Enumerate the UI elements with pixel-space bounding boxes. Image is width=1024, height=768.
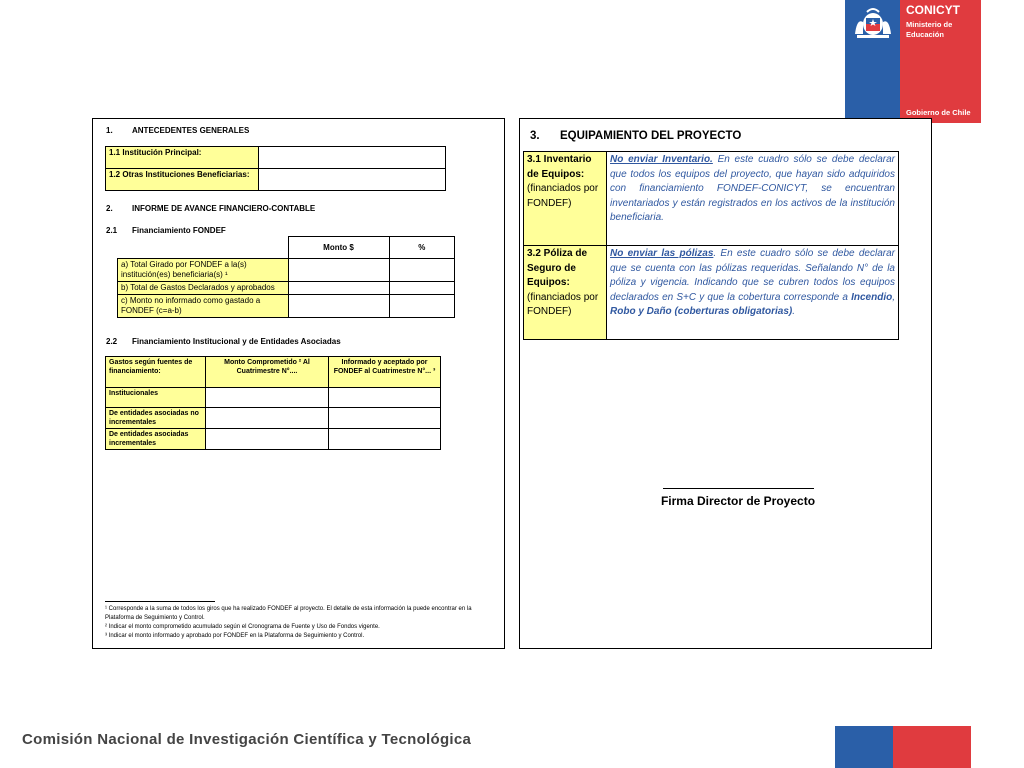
equipment-table: [523, 151, 899, 340]
general-info-table: [105, 146, 446, 191]
t22-row-2-label: De entidades asociadas no incrementales: [106, 408, 206, 429]
footnote-3: ³ Indicar el monto informado y aprobado por FONDEF en la Plataforma de Seguimiento y Control.: [105, 633, 365, 639]
row-a-label: a) Total Girado por FONDEF a la(s) institución(es) beneficiaria(s) ¹: [118, 259, 289, 282]
insurance-text: . En este cuadro sólo se debe declarar que se cuenta con las pólizas requeridas. Señalando N° de la póliza y vigencia. Indicando que se cubren todos los equipos declarados en S+C y que la cobertura corresponde a: [610, 248, 895, 303]
insurance-coverage-fire: Incendio: [851, 291, 893, 303]
sub21-number: 2.1: [106, 226, 118, 235]
footer-red-bar: [893, 726, 971, 768]
sub21-title: Financiamiento FONDEF: [132, 226, 226, 235]
signature-line: [663, 488, 814, 489]
insurance-label: 3.2 Póliza de Seguro de Equipos:: [527, 248, 588, 288]
t22-row-2-comprometido[interactable]: [206, 408, 329, 429]
logo-blue-band: [845, 0, 900, 123]
inventory-label-note: (financiados por FONDEF): [527, 183, 599, 209]
section1-number: 1.: [106, 126, 113, 135]
inventory-lead: No enviar Inventario.: [610, 154, 713, 165]
logo-brand: CONICYT: [906, 3, 960, 17]
insurance-lead: No enviar las pólizas: [610, 248, 714, 259]
chile-crest-icon: [851, 4, 895, 40]
row-b-pct[interactable]: [389, 282, 455, 295]
logo-red-band: [900, 0, 981, 123]
t22-row-2-informado[interactable]: [329, 408, 441, 429]
t22-header-3: Informado y aceptado por FONDEF al Cuatrimestre N°... ³: [329, 357, 441, 388]
t22-row-3-informado[interactable]: [329, 429, 441, 450]
sub22-title: Financiamiento Institucional y de Entidades Asociadas: [132, 337, 341, 346]
insurance-instructions: No enviar las pólizas. En este cuadro sólo se debe declarar que se cuenta con las pólizas requeridas. Señalando N° de la póliza y vigencia. Indicando que se cubren todos los equipos declarados en S+C y que la cobertura corresponde a Incendio, Robo y Daño (coberturas obligatorias).: [607, 246, 899, 340]
row-b-monto[interactable]: [288, 282, 389, 295]
sub22-number: 2.2: [106, 337, 118, 346]
row-c-pct[interactable]: [389, 295, 455, 318]
row-b-label: b) Total de Gastos Declarados y aprobados: [118, 282, 289, 295]
t22-row-3-label: De entidades asociadas incrementales: [106, 429, 206, 450]
inventory-instructions: [607, 152, 899, 246]
row-a-pct[interactable]: [389, 259, 455, 282]
inventory-text: En este cuadro sólo se debe declarar que todos los equipos del proyecto, que hayan sido adquiridos con financiamiento FONDEF-CONICYT, se encuentran inventariados y están registrados en los activos de la institución beneficiaria.: [610, 154, 896, 223]
fondef-funding-table: [117, 236, 455, 318]
footnote-separator: [105, 601, 215, 602]
logo-ministry-line1: Ministerio de: [906, 20, 953, 29]
signature-label: Firma Director de Proyecto: [660, 494, 816, 508]
otras-inst-label: 1.2 Otras Instituciones Beneficiarias:: [106, 169, 259, 191]
t22-row-1-informado[interactable]: [329, 388, 441, 408]
logo-ministry-line2: Educación: [906, 30, 944, 39]
inventory-label: 3.1 Inventario de Equipos:: [527, 154, 592, 180]
footnote-1: ¹ Corresponde a la suma de todos los giros que ha realizado FONDEF al proyecto. El detalle de esta información la puede encontrar en la Plataforma de Seguimiento y Control.: [105, 606, 472, 621]
inst-principal-label: 1.1 Institución Principal:: [106, 147, 259, 169]
section1-title: ANTECEDENTES GENERALES: [132, 126, 250, 135]
section2-number: 2.: [106, 204, 113, 213]
insurance-coverage-theft: Robo y Daño (coberturas obligatorias): [610, 306, 793, 317]
footer-title: Comisión Nacional de Investigación Científica y Tecnológica: [22, 731, 472, 748]
section3-title: EQUIPAMIENTO DEL PROYECTO: [560, 130, 742, 142]
institutional-funding-table: [105, 356, 441, 450]
insurance-label-note: (financiados por FONDEF): [527, 291, 599, 317]
row-c-label: c) Monto no informado como gastado a FONDEF (c=a-b): [118, 295, 289, 318]
t22-row-1-comprometido[interactable]: [206, 388, 329, 408]
footer-blue-bar: [835, 726, 893, 768]
otras-inst-field[interactable]: [259, 169, 446, 191]
inventory-label-cell: [524, 152, 607, 246]
col-pct: %: [389, 237, 455, 259]
t22-header-2: Monto Comprometido ² Al Cuatrimestre N°....: [206, 357, 329, 388]
row-c-monto[interactable]: [288, 295, 389, 318]
conicyt-logo: [845, 0, 981, 123]
section2-title: INFORME DE AVANCE FINANCIERO-CONTABLE: [132, 204, 316, 213]
t22-row-3-comprometido[interactable]: [206, 429, 329, 450]
logo-government: Gobierno de Chile: [906, 108, 971, 117]
inst-principal-field[interactable]: [259, 147, 446, 169]
footnotes: [105, 605, 477, 641]
footnote-2: ² Indicar el monto comprometido acumulado según el Cronograma de Fuente y Uso de Fondos vigente.: [105, 624, 380, 630]
t22-header-1: Gastos según fuentes de financiamiento:: [106, 357, 206, 388]
logo-ministry: [906, 20, 952, 40]
insurance-label-cell: [524, 246, 607, 340]
col-monto: Monto $: [288, 237, 389, 259]
row-a-monto[interactable]: [288, 259, 389, 282]
t22-row-1-label: Institucionales: [106, 388, 206, 408]
section3-number: 3.: [530, 130, 540, 142]
